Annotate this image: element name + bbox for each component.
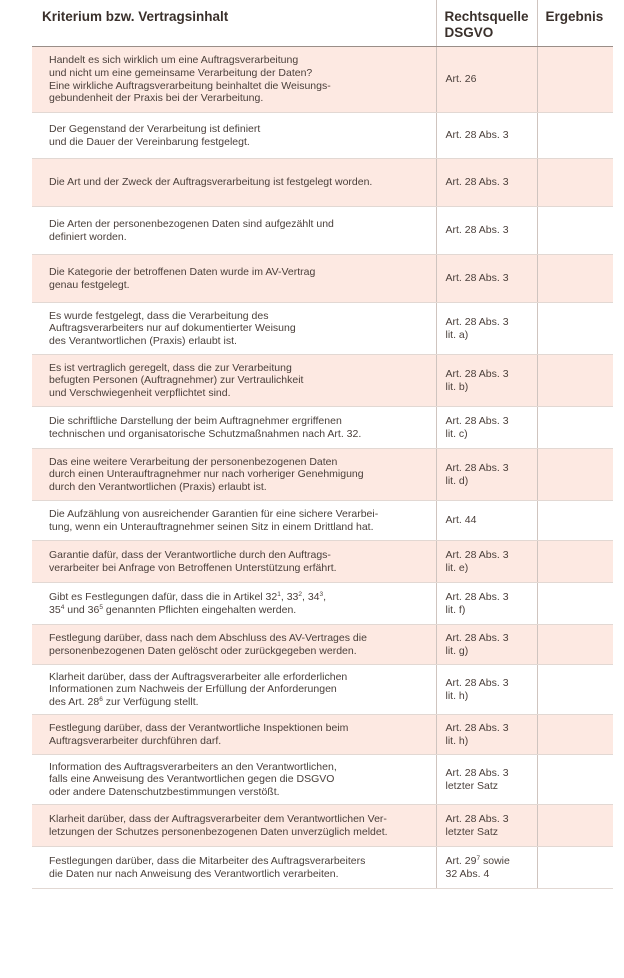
legal-source-cell: Art. 28 Abs. 3 (436, 113, 537, 159)
result-cell[interactable] (537, 847, 613, 889)
criterion-cell: Es ist vertraglich geregelt, dass die zur Verarbeitung befugten Personen (Auftragnehmer) zur Vertraulichkeit und Verschwiegenheit verpflichtet sind. (32, 355, 436, 407)
table-header-row (32, 0, 613, 47)
criterion-cell: Die schriftliche Darstellung der beim Auftragnehmer ergriffenen technischen und organisatorische Schutzmaßnahmen nach Art. 32. (32, 407, 436, 449)
criteria-table (32, 0, 613, 889)
footnote-marker: 1 (277, 590, 281, 598)
table-row (32, 583, 613, 625)
table-row (32, 715, 613, 755)
table-row (32, 303, 613, 355)
header-result: Ergebnis (537, 0, 613, 47)
criterion-cell: Garantie dafür, dass der Verantwortliche durch den Auftrags- verarbeiter bei Anfrage von Betroffenen Unterstützung erfährt. (32, 541, 436, 583)
legal-source-cell: Art. 28 Abs. 3 lit. f) (436, 583, 537, 625)
result-cell[interactable] (537, 113, 613, 159)
legal-source-cell: Art. 28 Abs. 3 lit. d) (436, 449, 537, 501)
legal-source-cell: Art. 28 Abs. 3 (436, 255, 537, 303)
header-criterion: Kriterium bzw. Vertragsinhalt (32, 0, 436, 47)
table-row (32, 407, 613, 449)
criterion-cell: Die Arten der personenbezogenen Daten sind aufgezählt und definiert worden. (32, 207, 436, 255)
criterion-cell: Es wurde festgelegt, dass die Verarbeitung des Auftragsverarbeiters nur auf dokumentierter Weisung des Verantwortlichen (Praxis) erlaubt ist. (32, 303, 436, 355)
legal-source-cell: Art. $29^7$ sowie 32 Abs. 4 (436, 847, 537, 889)
table-row (32, 159, 613, 207)
criterion-cell: Die Art und der Zweck der Auftragsverarbeitung ist festgelegt worden. (32, 159, 436, 207)
result-cell[interactable] (537, 805, 613, 847)
table-row (32, 207, 613, 255)
footnote-marker: 4 (60, 603, 65, 611)
result-cell[interactable] (537, 207, 613, 255)
legal-source-cell: Art. 28 Abs. 3 lit. h) (436, 665, 537, 715)
criterion-cell: Festlegung darüber, dass nach dem Abschluss des AV-Vertrages die personenbezogenen Daten gelöscht oder zurückgegeben werden. (32, 625, 436, 665)
legal-source-cell: Art. 28 Abs. 3 (436, 159, 537, 207)
criterion-cell: Das eine weitere Verarbeitung der personenbezogenen Daten durch einen Unterauftragnehmer nur nach vorheriger Genehmigung durch den Verantwortlichen (Praxis) erlaubt ist. (32, 449, 436, 501)
result-cell[interactable] (537, 541, 613, 583)
result-cell[interactable] (537, 355, 613, 407)
result-cell[interactable] (537, 255, 613, 303)
table-row (32, 625, 613, 665)
table-row (32, 501, 613, 541)
legal-source-cell: Art. 28 Abs. 3 lit. b) (436, 355, 537, 407)
result-cell[interactable] (537, 501, 613, 541)
footnote-marker: 7 (476, 854, 481, 862)
result-cell[interactable] (537, 755, 613, 805)
criterion-cell: Klarheit darüber, dass der Auftragsverarbeiter alle erforderlichen Informationen zum Nachweis der Erfüllung der Anforderungen des Art. $28^6$ zur Verfügung stellt. (32, 665, 436, 715)
footnote-marker: 2 (298, 590, 302, 598)
result-cell[interactable] (537, 449, 613, 501)
criterion-cell: Information des Auftragsverarbeiters an den Verantwortlichen, falls eine Anweisung des Verantwortlichen gegen die DSGVO oder andere Datenschutzbestimmungen verstößt. (32, 755, 436, 805)
table-row (32, 255, 613, 303)
criterion-cell: Gibt es Festlegungen dafür, dass die in Artikel $32^1$, $33^2$, $34^3$, $35^4$ und $36^5$ genannten Pflichten eingehalten werden. (32, 583, 436, 625)
criterion-cell: Die Kategorie der betroffenen Daten wurde im AV-Vertrag genau festgelegt. (32, 255, 436, 303)
table-row (32, 47, 613, 113)
table-row (32, 805, 613, 847)
footnote-marker: 3 (319, 590, 324, 598)
footnote-marker: 5 (99, 603, 103, 611)
table-row (32, 449, 613, 501)
result-cell[interactable] (537, 159, 613, 207)
criterion-cell: Festlegung darüber, dass der Verantwortliche Inspektionen beim Auftragsverarbeiter durchführen darf. (32, 715, 436, 755)
result-cell[interactable] (537, 47, 613, 113)
legal-source-cell: Art. 28 Abs. 3 letzter Satz (436, 805, 537, 847)
result-cell[interactable] (537, 715, 613, 755)
legal-source-cell: Art. 28 Abs. 3 lit. e) (436, 541, 537, 583)
table-row (32, 541, 613, 583)
table-row (32, 755, 613, 805)
table-row (32, 355, 613, 407)
result-cell[interactable] (537, 303, 613, 355)
criterion-cell: Handelt es sich wirklich um eine Auftragsverarbeitung und nicht um eine gemeinsame Verarbeitung der Daten? Eine wirkliche Auftragsverarbeitung beinhaltet die Weisungs- gebundenheit der Praxis bei der Verarbeitung. (32, 47, 436, 113)
result-cell[interactable] (537, 625, 613, 665)
result-cell[interactable] (537, 583, 613, 625)
legal-source-cell: Art. 28 Abs. 3 lit. c) (436, 407, 537, 449)
legal-source-cell: Art. 44 (436, 501, 537, 541)
table-row (32, 847, 613, 889)
result-cell[interactable] (537, 407, 613, 449)
table-row (32, 665, 613, 715)
legal-source-cell: Art. 28 Abs. 3 (436, 207, 537, 255)
criterion-cell: Klarheit darüber, dass der Auftragsverarbeiter dem Verantwortlichen Ver- letzungen der Schutzes personenbezogenen Daten unverzüglich meldet. (32, 805, 436, 847)
result-cell[interactable] (537, 665, 613, 715)
legal-source-cell: Art. 28 Abs. 3 lit. a) (436, 303, 537, 355)
legal-source-cell: Art. 26 (436, 47, 537, 113)
table-row (32, 113, 613, 159)
footnote-marker: 6 (99, 695, 103, 703)
legal-source-cell: Art. 28 Abs. 3 lit. h) (436, 715, 537, 755)
criterion-cell: Der Gegenstand der Verarbeitung ist definiert und die Dauer der Vereinbarung festgelegt. (32, 113, 436, 159)
legal-source-cell: Art. 28 Abs. 3 letzter Satz (436, 755, 537, 805)
header-source: Rechtsquelle DSGVO (436, 0, 537, 47)
criterion-cell: Die Aufzählung von ausreichender Garantien für eine sichere Verarbei- tung, wenn ein Unterauftragnehmer seinen Sitz in einem Drittland hat. (32, 501, 436, 541)
criterion-cell: Festlegungen darüber, dass die Mitarbeiter des Auftragsverarbeiters die Daten nur nach Anweisung des Verantwortlich verarbeiten. (32, 847, 436, 889)
legal-source-cell: Art. 28 Abs. 3 lit. g) (436, 625, 537, 665)
